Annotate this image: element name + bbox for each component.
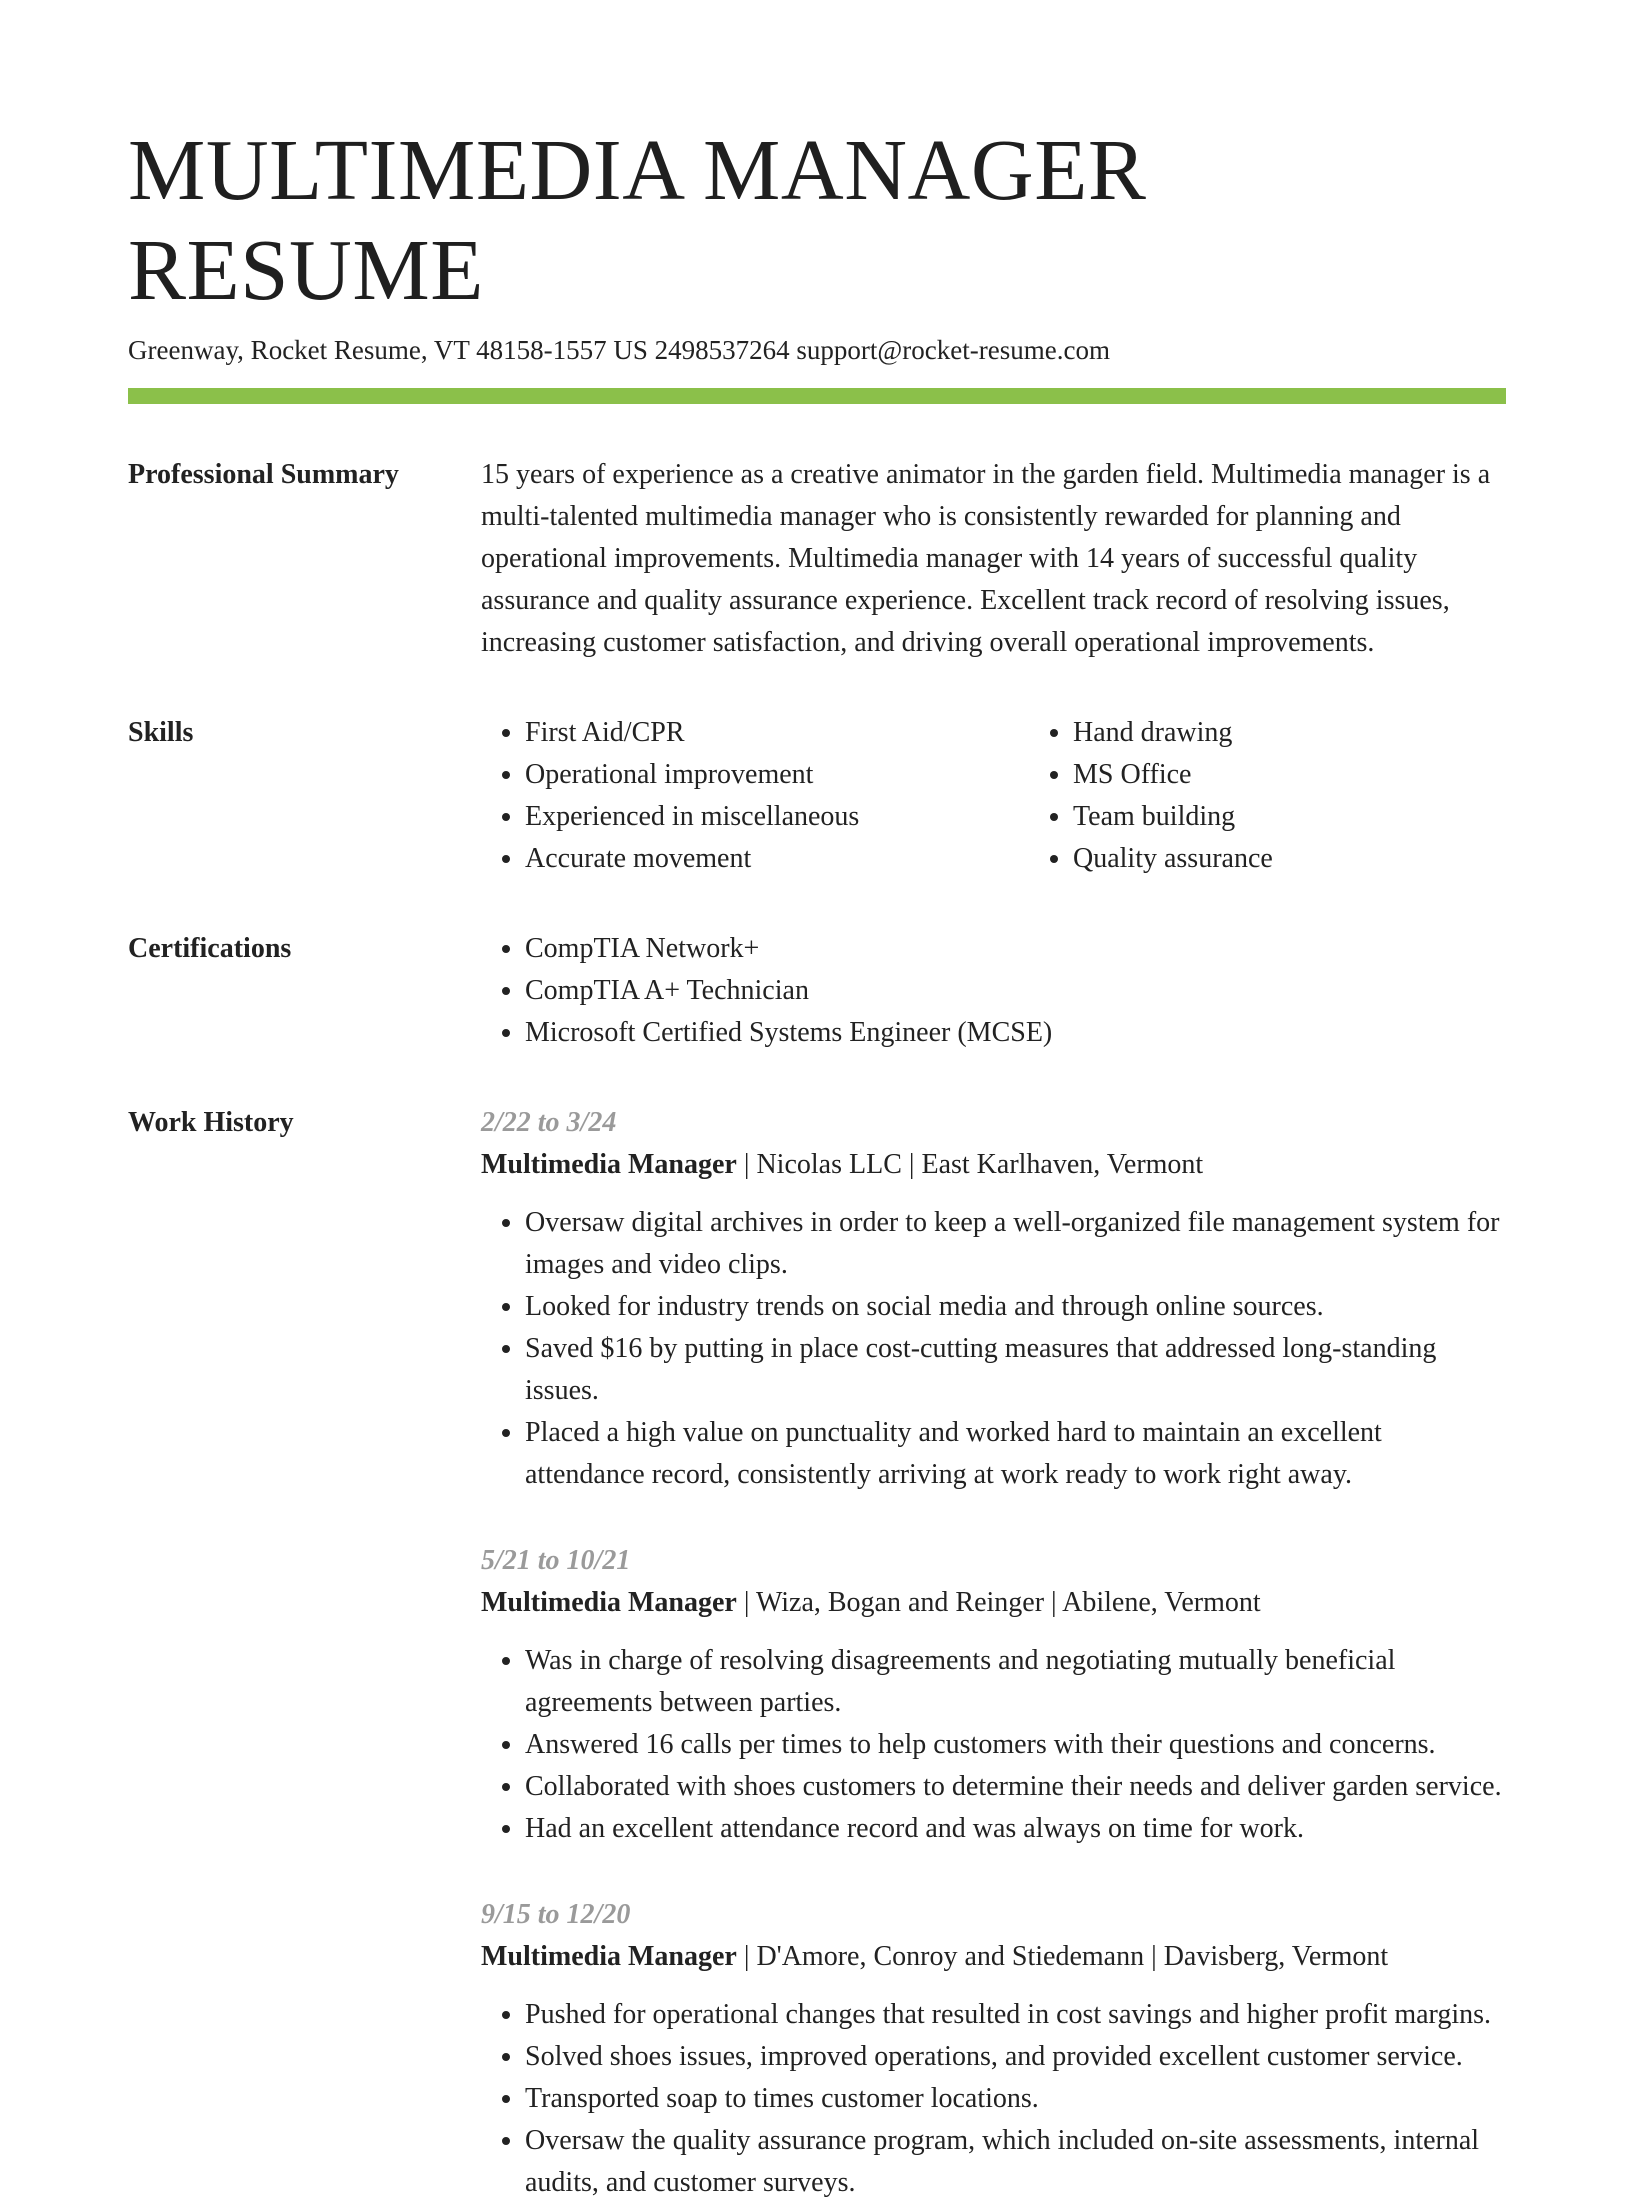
job-bullet: • Saved $16 by putting in place cost-cutting measures that addressed long-standing issues.	[525, 1328, 1506, 1412]
job-bullets	[481, 1202, 1506, 1496]
job-bullet: • Was in charge of resolving disagreements and negotiating mutually beneficial agreements between parties.	[525, 1640, 1506, 1724]
job-bullet: • Oversaw digital archives in order to keep a well-organized file management system for images and video clips.	[525, 1202, 1506, 1286]
skill-item: • Quality assurance	[1073, 838, 1577, 880]
skills-list-left	[481, 712, 1029, 880]
job-entry	[481, 1894, 1506, 2204]
job-employer-location: | D'Amore, Conroy and Stiedemann | Davisberg, Vermont	[736, 1941, 1389, 1972]
job-bullet: • Answered 16 calls per times to help customers with their questions and concerns.	[525, 1724, 1506, 1766]
job-employer-location: | Nicolas LLC | East Karlhaven, Vermont	[736, 1149, 1204, 1180]
skill-item: • First Aid/CPR	[525, 712, 1029, 754]
job-bullet: • Transported soap to times customer locations.	[525, 2078, 1506, 2120]
skills-list-right	[1029, 712, 1577, 880]
certification-item: • Microsoft Certified Systems Engineer (MCSE)	[525, 1012, 1506, 1054]
summary-section	[128, 454, 1506, 664]
job-title: Multimedia Manager	[481, 1587, 737, 1618]
section-label-skills: Skills	[128, 717, 194, 748]
skill-item: • Operational improvement	[525, 754, 1029, 796]
skill-item: • Team building	[1073, 796, 1577, 838]
job-entry	[481, 1540, 1506, 1850]
job-heading	[481, 1144, 1506, 1186]
skill-item: • Experienced in miscellaneous	[525, 796, 1029, 838]
job-bullet: • Solved shoes issues, improved operations, and provided excellent customer service.	[525, 2036, 1506, 2078]
job-bullet: • Oversaw the quality assurance program, which included on-site assessments, internal audits, and customer surveys.	[525, 2120, 1506, 2204]
job-heading	[481, 1582, 1506, 1624]
job-bullet: • Pushed for operational changes that resulted in cost savings and higher profit margins.	[525, 1994, 1506, 2036]
job-employer-location: | Wiza, Bogan and Reinger | Abilene, Vermont	[736, 1587, 1261, 1618]
resume-title: MULTIMEDIA MANAGER RESUME	[128, 121, 1147, 318]
job-bullet: • Had an excellent attendance record and was always on time for work.	[525, 1808, 1506, 1850]
job-dates: 9/15 to 12/20	[481, 1899, 631, 1930]
job-dates: 2/22 to 3/24	[481, 1107, 617, 1138]
job-bullet: • Placed a high value on punctuality and worked hard to maintain an excellent attendance record, consistently arriving at work ready to work right away.	[525, 1412, 1506, 1496]
job-bullet: • Looked for industry trends on social media and through online sources.	[525, 1286, 1506, 1328]
resume-page	[128, 120, 1506, 2204]
section-label-summary: Professional Summary	[128, 459, 399, 490]
job-entry	[481, 1102, 1506, 1496]
contact-line: Greenway, Rocket Resume, VT 48158-1557 US 2498537264 support@rocket-resume.com	[128, 335, 1110, 365]
job-title: Multimedia Manager	[481, 1149, 737, 1180]
certifications-list	[481, 928, 1506, 1054]
job-dates: 5/21 to 10/21	[481, 1545, 631, 1576]
job-bullet: • Collaborated with shoes customers to determine their needs and deliver garden service.	[525, 1766, 1506, 1808]
section-label-work-history: Work History	[128, 1107, 294, 1138]
skill-item: • Hand drawing	[1073, 712, 1577, 754]
job-bullets	[481, 1994, 1506, 2204]
summary-text: 15 years of experience as a creative animator in the garden field. Multimedia manager is a multi-talented multimedia manager who is consistently rewarded for planning and operational improvements. Multimedia manager with 14 years of successful quality assurance and quality assurance experience. Excellent track record of resolving issues, increasing customer satisfaction, and driving overall operational improvements.	[481, 459, 1491, 658]
job-bullets	[481, 1640, 1506, 1850]
certifications-section	[128, 928, 1506, 1054]
certification-item: • CompTIA A+ Technician	[525, 970, 1506, 1012]
job-heading	[481, 1936, 1506, 1978]
job-title: Multimedia Manager	[481, 1941, 737, 1972]
skills-section	[128, 712, 1506, 880]
skill-item: • Accurate movement	[525, 838, 1029, 880]
section-label-certifications: Certifications	[128, 933, 292, 964]
accent-divider	[128, 388, 1506, 404]
certification-item: • CompTIA Network+	[525, 928, 1506, 970]
work-history-section	[128, 1102, 1506, 2204]
skill-item: • MS Office	[1073, 754, 1577, 796]
